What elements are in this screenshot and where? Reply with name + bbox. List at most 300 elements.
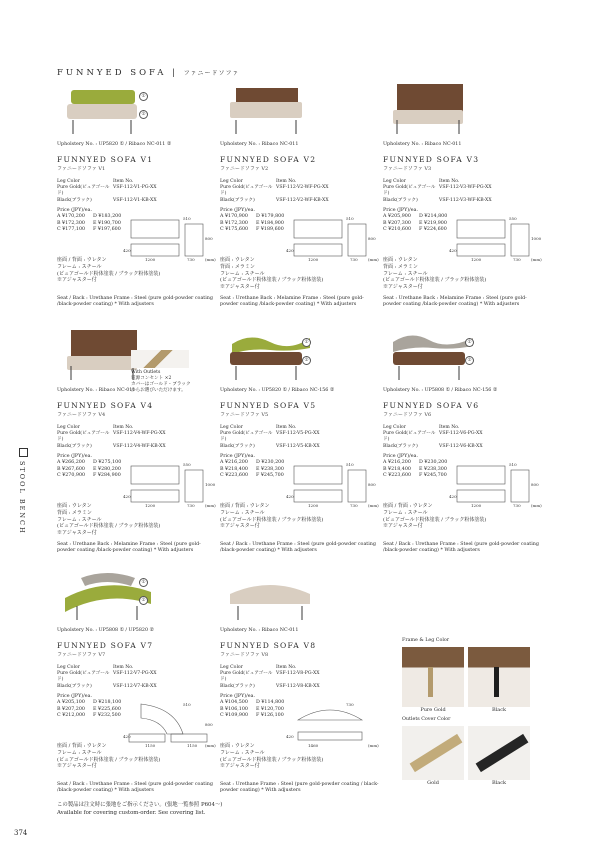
item-no: VSF-112-V6-PG-XX bbox=[439, 431, 483, 437]
item-no: VSF-112-V2-WF-PG-XX bbox=[276, 185, 329, 191]
table-row bbox=[383, 198, 492, 204]
material-line: 座面 / 背面 : ウレタン bbox=[57, 743, 107, 749]
swatch-black bbox=[468, 647, 530, 713]
leg-color-header: Leg Color bbox=[57, 425, 80, 430]
material-line: (ピュアゴールド粉体塗装 / ブラック粉体塗装) bbox=[220, 277, 324, 284]
materials-jp bbox=[383, 503, 486, 530]
material-line: フレーム : スチール bbox=[220, 509, 265, 516]
product-card bbox=[220, 330, 380, 565]
dim-depth-2: 1150 bbox=[187, 743, 198, 748]
price-value: B ¥218,400 bbox=[383, 466, 411, 472]
product-name-jp: ファニードソファ V8 bbox=[220, 652, 269, 658]
front-view bbox=[457, 244, 505, 256]
side-index bbox=[18, 448, 32, 535]
material-line: フレーム : スチール bbox=[57, 263, 102, 270]
dim-seat-height: 420 bbox=[286, 494, 294, 499]
table-row bbox=[220, 198, 329, 204]
product-name: FUNNYED SOFA V6 bbox=[383, 401, 480, 410]
leg-color-table bbox=[220, 179, 329, 204]
price-row bbox=[220, 713, 284, 719]
material-line: フレーム : スチール bbox=[220, 749, 265, 756]
dim-unit: (mm) bbox=[205, 503, 216, 508]
leg-color: Black(ブラック) bbox=[383, 197, 418, 203]
materials-en: Seat : Urethane Frame : Steel (pure gold-powder coating / black-powder coating) * With adjusters bbox=[220, 782, 379, 794]
material-line: ※アジャスター付 bbox=[220, 763, 260, 770]
material-line: 座面 : ウレタン bbox=[220, 257, 255, 263]
product-card bbox=[57, 330, 217, 565]
plan-view bbox=[141, 704, 183, 734]
price-header: Price (JPY)/ea. bbox=[57, 694, 93, 699]
dim-height: 800 bbox=[205, 236, 213, 241]
materials-jp bbox=[220, 743, 323, 770]
material-line: 座面 : ウレタン bbox=[57, 503, 92, 509]
leg-color: Pure Gold(ピュアゴールド) bbox=[383, 431, 436, 443]
price-value: C ¥223,600 bbox=[383, 473, 412, 479]
page-number: 374 bbox=[14, 829, 28, 837]
dim-unit: (mm) bbox=[368, 503, 379, 508]
front-view bbox=[294, 244, 342, 256]
front-view bbox=[457, 490, 505, 502]
upholstery-no: Upholstery No. : UP5820 ① / Ribaco NC-011 ② bbox=[57, 142, 172, 147]
dim-depth: 730 bbox=[346, 702, 354, 707]
materials-en: Seat : Urethane Back : Melamine Frame : Steel (pure gold-powder coating /black-powder coating) * With adjusters bbox=[383, 296, 527, 308]
outlet-note-line: からお選びいただけます。 bbox=[131, 387, 186, 393]
material-line: ※アジャスター付 bbox=[220, 523, 260, 530]
product-photo bbox=[220, 84, 320, 136]
price-value: A ¥216,200 bbox=[220, 460, 248, 466]
product-name: FUNNYED SOFA V7 bbox=[57, 641, 154, 650]
price-value: B ¥172,300 bbox=[220, 220, 248, 226]
leg-color: Black(ブラック) bbox=[57, 683, 92, 689]
leg-color-header: Leg Color bbox=[383, 179, 406, 184]
dim-height: 1000 bbox=[205, 482, 216, 487]
product-name-jp: ファニードソファ V7 bbox=[57, 652, 106, 658]
title-separator: | bbox=[172, 68, 178, 78]
price-row bbox=[383, 473, 447, 479]
leg-color-header: Leg Color bbox=[220, 665, 243, 670]
item-no: VSF-112-V1-PG-XX bbox=[113, 185, 157, 191]
upholstery-no: Upholstery No. : Ribaco NC-011 bbox=[220, 628, 299, 633]
upholstery-no: Upholstery No. : Ribaco NC-011 bbox=[57, 388, 136, 393]
item-no-header: Item No. bbox=[276, 179, 297, 184]
side-view bbox=[511, 470, 529, 502]
footer-note bbox=[57, 801, 222, 817]
price-value: B ¥207,200 bbox=[57, 706, 85, 712]
item-no-header: Item No. bbox=[276, 665, 297, 670]
price-row bbox=[220, 473, 284, 479]
material-line: ※アジャスター付 bbox=[57, 530, 97, 536]
material-line: フレーム : スチール bbox=[383, 509, 428, 516]
price-value: A ¥104,500 bbox=[220, 700, 248, 706]
price-header: Price (JPY)/ea. bbox=[57, 454, 93, 459]
swatch-label: Pure Gold bbox=[420, 707, 446, 714]
product-card bbox=[57, 570, 217, 805]
material-line: (ピュアゴールド粉体塗装 / ブラック粉体塗装) bbox=[57, 756, 161, 763]
swatch-pure-gold bbox=[402, 647, 464, 713]
dim-depth-2: 730 bbox=[513, 257, 521, 262]
price-value: E ¥238,300 bbox=[419, 466, 447, 472]
price-value: C ¥109,900 bbox=[220, 713, 249, 719]
dimension-drawing bbox=[121, 212, 216, 262]
price-value: D ¥230,200 bbox=[419, 460, 448, 466]
item-no-header: Item No. bbox=[439, 425, 460, 430]
product-name: FUNNYED SOFA V8 bbox=[220, 641, 317, 650]
materials-jp bbox=[220, 257, 323, 291]
product-card bbox=[220, 570, 380, 805]
product-card bbox=[220, 84, 380, 319]
plan-view bbox=[294, 220, 342, 238]
side-view bbox=[348, 470, 366, 502]
material-line: ※アジャスター付 bbox=[220, 284, 260, 290]
series-name-jp: ファニードソファ bbox=[183, 70, 240, 77]
series-name: FUNNYED SOFA bbox=[57, 68, 167, 78]
price-value: E ¥219,900 bbox=[419, 220, 447, 226]
product-name-jp: ファニードソファ V4 bbox=[57, 412, 106, 418]
item-no: VSF-112-V1-KB-XX bbox=[113, 197, 157, 203]
product-name-jp: ファニードソファ V6 bbox=[383, 412, 432, 418]
upholstery-no: Upholstery No. : Ribaco NC-011 bbox=[383, 142, 462, 147]
dimension-drawing bbox=[284, 698, 379, 748]
side-view bbox=[348, 224, 366, 256]
item-no: VSF-112-V4-WF-KB-XX bbox=[113, 443, 166, 449]
material-line: フレーム : スチール bbox=[383, 270, 428, 277]
price-list bbox=[220, 694, 284, 720]
price-header: Price (JPY)/ea. bbox=[220, 694, 256, 699]
upholstery-no: Upholstery No. : UP5820 ① / Ribaco NC-156 ② bbox=[220, 388, 335, 393]
price-list bbox=[220, 454, 284, 480]
item-no-header: Item No. bbox=[113, 179, 134, 184]
dim-unit: (mm) bbox=[205, 257, 216, 262]
price-value: D ¥114,800 bbox=[256, 700, 285, 706]
leg-color-table bbox=[57, 179, 157, 204]
table-row bbox=[220, 684, 320, 690]
color-swatches bbox=[402, 637, 532, 786]
table-row bbox=[383, 444, 483, 450]
swatch-label: Black bbox=[491, 780, 507, 787]
price-header: Price (JPY)/ea. bbox=[220, 454, 256, 459]
front-view bbox=[129, 734, 165, 742]
dim-unit: (mm) bbox=[205, 743, 216, 748]
dim-width: 1200 bbox=[471, 503, 482, 508]
material-line: フレーム : スチール bbox=[57, 516, 102, 523]
dim-seat-height: 420 bbox=[449, 248, 457, 253]
price-value: A ¥170,900 bbox=[220, 214, 248, 220]
material-line: (ピュアゴールド粉体塗装 / ブラック粉体塗装) bbox=[383, 277, 487, 284]
item-no: VSF-112-V3-WF-PG-XX bbox=[439, 185, 492, 191]
product-name: FUNNYED SOFA V2 bbox=[220, 155, 317, 164]
price-value: C ¥223,600 bbox=[220, 473, 249, 479]
product-card bbox=[383, 84, 543, 319]
dim-seat-height: 420 bbox=[449, 494, 457, 499]
dim-depth: 510 bbox=[183, 702, 191, 707]
leg-color: Black(ブラック) bbox=[383, 443, 418, 449]
price-value: F ¥284,900 bbox=[93, 473, 121, 479]
table-row bbox=[383, 185, 492, 197]
price-list bbox=[383, 208, 447, 234]
dim-depth: 550 bbox=[509, 216, 517, 221]
callout-1: ① bbox=[465, 338, 474, 347]
dim-width: 1200 bbox=[308, 503, 319, 508]
leg-color: Pure Gold(ピュアゴールド) bbox=[57, 185, 110, 197]
materials-jp bbox=[57, 743, 160, 770]
leg-color: Pure Gold(ピュアゴールド) bbox=[220, 671, 273, 683]
leg-color-table bbox=[220, 425, 320, 450]
dim-height: 800 bbox=[368, 236, 376, 241]
material-line: 背面 : メラミン bbox=[220, 263, 255, 270]
dim-seat-height: 420 bbox=[123, 494, 131, 499]
leg-color-header: Leg Color bbox=[57, 179, 80, 184]
material-line: ※アジャスター付 bbox=[57, 277, 97, 284]
table-row bbox=[220, 431, 320, 443]
outlet-photo bbox=[131, 350, 189, 368]
price-value: F ¥197,600 bbox=[93, 227, 121, 233]
product-name: FUNNYED SOFA V1 bbox=[57, 155, 154, 164]
leg-color: Pure Gold(ピュアゴールド) bbox=[57, 431, 110, 443]
dimension-drawing bbox=[284, 212, 379, 262]
footer-note-jp: この製品は注文時に張地をご指示ください。(張地一覧参照 P604〜) bbox=[57, 802, 223, 808]
dim-width: 1460 bbox=[308, 743, 319, 748]
table-row bbox=[57, 671, 157, 683]
material-line: (ピュアゴールド粉体塗装 / ブラック粉体塗装) bbox=[57, 523, 161, 530]
item-no-header: Item No. bbox=[113, 665, 134, 670]
material-line: 背面 : メラミン bbox=[383, 263, 418, 270]
table-row bbox=[220, 444, 320, 450]
materials-jp bbox=[57, 503, 160, 537]
materials-jp bbox=[57, 257, 160, 284]
price-value: B ¥267,600 bbox=[57, 466, 85, 472]
material-line: (ピュアゴールド粉体塗装 / ブラック粉体塗装) bbox=[57, 270, 161, 277]
dim-seat-height: 420 bbox=[286, 248, 294, 253]
product-name-jp: ファニードソファ V1 bbox=[57, 166, 106, 172]
dim-depth: 510 bbox=[346, 462, 354, 467]
dim-depth-2: 730 bbox=[350, 503, 358, 508]
dim-width: 1200 bbox=[308, 257, 319, 262]
item-no: VSF-112-V5-KB-XX bbox=[276, 443, 320, 449]
table-row bbox=[57, 444, 166, 450]
product-name-jp: ファニードソファ V5 bbox=[220, 412, 269, 418]
material-line: (ピュアゴールド粉体塗装 / ブラック粉体塗装) bbox=[220, 516, 324, 523]
table-row bbox=[57, 185, 157, 197]
price-value: B ¥207,300 bbox=[383, 220, 411, 226]
upholstery-no: Upholstery No. : UP5808 ① / Ribaco NC-156 ② bbox=[383, 388, 498, 393]
swatch-label: Gold bbox=[427, 780, 439, 787]
price-value: F ¥189,600 bbox=[256, 227, 284, 233]
material-line: 座面 / 背面 : ウレタン bbox=[383, 503, 433, 509]
dimension-drawing bbox=[284, 458, 379, 508]
price-value: F ¥245,700 bbox=[256, 473, 284, 479]
materials-jp bbox=[220, 503, 323, 530]
price-list bbox=[383, 454, 447, 480]
dimension-drawing bbox=[447, 212, 542, 262]
price-value: C ¥270,900 bbox=[57, 473, 86, 479]
dim-height: 800 bbox=[531, 482, 539, 487]
price-row bbox=[57, 473, 121, 479]
leg-color-table bbox=[383, 425, 483, 450]
upholstery-no: Upholstery No. : UP5808 ① / UP5820 ② bbox=[57, 628, 154, 633]
side-view bbox=[185, 224, 203, 256]
side-view bbox=[185, 470, 203, 502]
dim-height: 800 bbox=[205, 722, 213, 727]
material-line: フレーム : スチール bbox=[57, 749, 102, 756]
price-value: F ¥224,600 bbox=[419, 227, 447, 233]
plan-view bbox=[457, 466, 505, 484]
leg-color-table bbox=[383, 179, 492, 204]
material-line: フレーム : スチール bbox=[220, 270, 265, 277]
item-no-header: Item No. bbox=[276, 425, 297, 430]
price-header: Price (JPY)/ea. bbox=[57, 208, 93, 213]
leg-color: Black(ブラック) bbox=[220, 683, 255, 689]
price-value: D ¥275,100 bbox=[93, 460, 122, 466]
material-line: 座面 : ウレタン bbox=[220, 743, 255, 749]
dim-width: 1200 bbox=[145, 503, 156, 508]
section-title bbox=[57, 68, 239, 78]
front-view bbox=[294, 490, 342, 502]
material-line: 座面 / 背面 : ウレタン bbox=[220, 503, 270, 509]
leg-color: Pure Gold(ピュアゴールド) bbox=[220, 185, 273, 197]
price-value: C ¥175,600 bbox=[220, 227, 249, 233]
leg-color-header: Leg Color bbox=[220, 179, 243, 184]
materials-en: Seat : Urethane Back : Melamine Frame : Steel (pure gold-powder coating /black-powder coating) * With adjusters bbox=[57, 542, 201, 554]
material-line: 座面 : ウレタン bbox=[383, 257, 418, 263]
price-value: A ¥205,900 bbox=[383, 214, 411, 220]
footer-note-en: Available for covering custom-order. See covering list. bbox=[57, 810, 206, 817]
price-value: B ¥218,400 bbox=[220, 466, 248, 472]
materials-en: Seat / Back : Urethane Frame : Steel (pure gold-powder coating /black-powder coating) * With adjusters bbox=[57, 782, 213, 794]
leg-color-table bbox=[57, 665, 157, 690]
product-name: FUNNYED SOFA V5 bbox=[220, 401, 317, 410]
material-line: 座面 / 背面 : ウレタン bbox=[57, 257, 107, 263]
side-view bbox=[171, 734, 207, 742]
product-card bbox=[383, 330, 543, 565]
front-view bbox=[131, 244, 179, 256]
product-name-jp: ファニードソファ V2 bbox=[220, 166, 269, 172]
item-no: VSF-112-V8-PG-XX bbox=[276, 671, 320, 677]
callout-2: ② bbox=[465, 356, 474, 365]
leg-color-table bbox=[220, 665, 320, 690]
swatch-label: Black bbox=[491, 707, 507, 714]
table-row bbox=[57, 431, 166, 443]
dim-depth: 510 bbox=[183, 216, 191, 221]
price-row bbox=[57, 227, 121, 233]
price-value: A ¥170,200 bbox=[57, 214, 85, 220]
dim-unit: (mm) bbox=[368, 743, 379, 748]
price-list bbox=[57, 208, 121, 234]
item-no: VSF-112-V5-PG-XX bbox=[276, 431, 320, 437]
item-no: VSF-112-V6-KB-XX bbox=[439, 443, 483, 449]
price-value: A ¥216,200 bbox=[383, 460, 411, 466]
upholstery-no: Upholstery No. : Ribaco NC-011 bbox=[220, 142, 299, 147]
index-box-icon bbox=[19, 448, 28, 457]
leg-color-header: Leg Color bbox=[220, 425, 243, 430]
price-value: E ¥238,300 bbox=[256, 466, 284, 472]
material-line: 背面 : メラミン bbox=[57, 509, 92, 516]
side-view bbox=[511, 224, 529, 256]
dim-width: 1150 bbox=[145, 743, 156, 748]
callout-2: ② bbox=[139, 596, 148, 605]
materials-en: Seat / Back : Urethane Frame : Steel (pure gold-powder coating /black-powder coating) * With adjusters bbox=[383, 542, 539, 554]
plan-view bbox=[131, 466, 179, 484]
price-header: Price (JPY)/ea. bbox=[383, 208, 419, 213]
dimension-drawing bbox=[121, 698, 216, 748]
price-value: E ¥184,900 bbox=[256, 220, 284, 226]
dim-seat-height: 420 bbox=[123, 734, 131, 739]
product-name: FUNNYED SOFA V4 bbox=[57, 401, 154, 410]
leg-color: Pure Gold(ピュアゴールド) bbox=[57, 671, 110, 683]
leg-color-header: Leg Color bbox=[57, 665, 80, 670]
outlet-note-line: カバーはゴールド・ブラック bbox=[131, 381, 191, 387]
table-row bbox=[57, 684, 157, 690]
price-value: F ¥245,700 bbox=[419, 473, 447, 479]
callout-2: ② bbox=[302, 356, 311, 365]
item-no: VSF-112-V7-KB-XX bbox=[113, 683, 157, 689]
leg-color: Pure Gold(ピュアゴールド) bbox=[220, 431, 273, 443]
price-value: D ¥218,100 bbox=[93, 700, 122, 706]
price-list bbox=[57, 694, 121, 720]
dim-height: 1000 bbox=[531, 236, 542, 241]
price-value: E ¥280,200 bbox=[93, 466, 121, 472]
table-row bbox=[220, 671, 320, 683]
materials-en: Seat / Back : Urethane Frame : Steel (pure gold-powder coating /black-powder coating) * With adjusters bbox=[57, 296, 213, 308]
dim-unit: (mm) bbox=[531, 503, 542, 508]
material-line: ※アジャスター付 bbox=[57, 763, 97, 770]
price-value: C ¥210,600 bbox=[383, 227, 412, 233]
plan-view bbox=[457, 220, 505, 238]
item-no: VSF-112-V2-WF-KB-XX bbox=[276, 197, 329, 203]
price-value: F ¥126,100 bbox=[256, 713, 284, 719]
price-list bbox=[220, 208, 284, 234]
item-no-header: Item No. bbox=[439, 179, 460, 184]
price-list bbox=[57, 454, 121, 480]
frame-color-title: Frame & Leg Color bbox=[402, 638, 450, 643]
table-row bbox=[220, 185, 329, 197]
leg-color: Pure Gold(ピュアゴールド) bbox=[383, 185, 436, 197]
table-row bbox=[383, 431, 483, 443]
product-photo bbox=[220, 570, 320, 622]
dim-unit: (mm) bbox=[368, 257, 379, 262]
dim-height: 800 bbox=[368, 482, 376, 487]
swatch-outlet-black bbox=[468, 726, 530, 786]
leg-color: Black(ブラック) bbox=[220, 197, 255, 203]
price-value: D ¥183,200 bbox=[93, 214, 122, 220]
item-no-header: Item No. bbox=[113, 425, 134, 430]
price-value: D ¥230,200 bbox=[256, 460, 285, 466]
price-row bbox=[220, 227, 284, 233]
price-value: E ¥225,600 bbox=[93, 706, 121, 712]
item-no: VSF-112-V7-PG-XX bbox=[113, 671, 157, 677]
product-photo bbox=[383, 84, 483, 136]
price-header: Price (JPY)/ea. bbox=[220, 208, 256, 213]
front-view bbox=[298, 732, 362, 740]
outlet-note-line: 電源コンセント ×2 bbox=[131, 375, 172, 381]
price-value: A ¥266,200 bbox=[57, 460, 85, 466]
callout-1: ① bbox=[139, 578, 148, 587]
material-line: (ピュアゴールド粉体塗装 / ブラック粉体塗装) bbox=[383, 516, 487, 523]
outlet-note bbox=[131, 370, 191, 394]
price-row bbox=[57, 713, 121, 719]
leg-color: Black(ブラック) bbox=[57, 443, 92, 449]
plan-view bbox=[131, 220, 179, 238]
plan-view bbox=[298, 710, 362, 720]
material-line: ※アジャスター付 bbox=[383, 284, 423, 290]
price-value: B ¥106,100 bbox=[220, 706, 248, 712]
callout-1: ① bbox=[302, 338, 311, 347]
plan-view bbox=[294, 466, 342, 484]
dim-seat-height: 420 bbox=[286, 734, 294, 739]
outlet-color-title: Outlets Cover Color bbox=[402, 717, 451, 723]
price-value: B ¥172,300 bbox=[57, 220, 85, 226]
side-category-label: STOOL BENCH bbox=[18, 461, 26, 535]
leg-color-table bbox=[57, 425, 166, 450]
